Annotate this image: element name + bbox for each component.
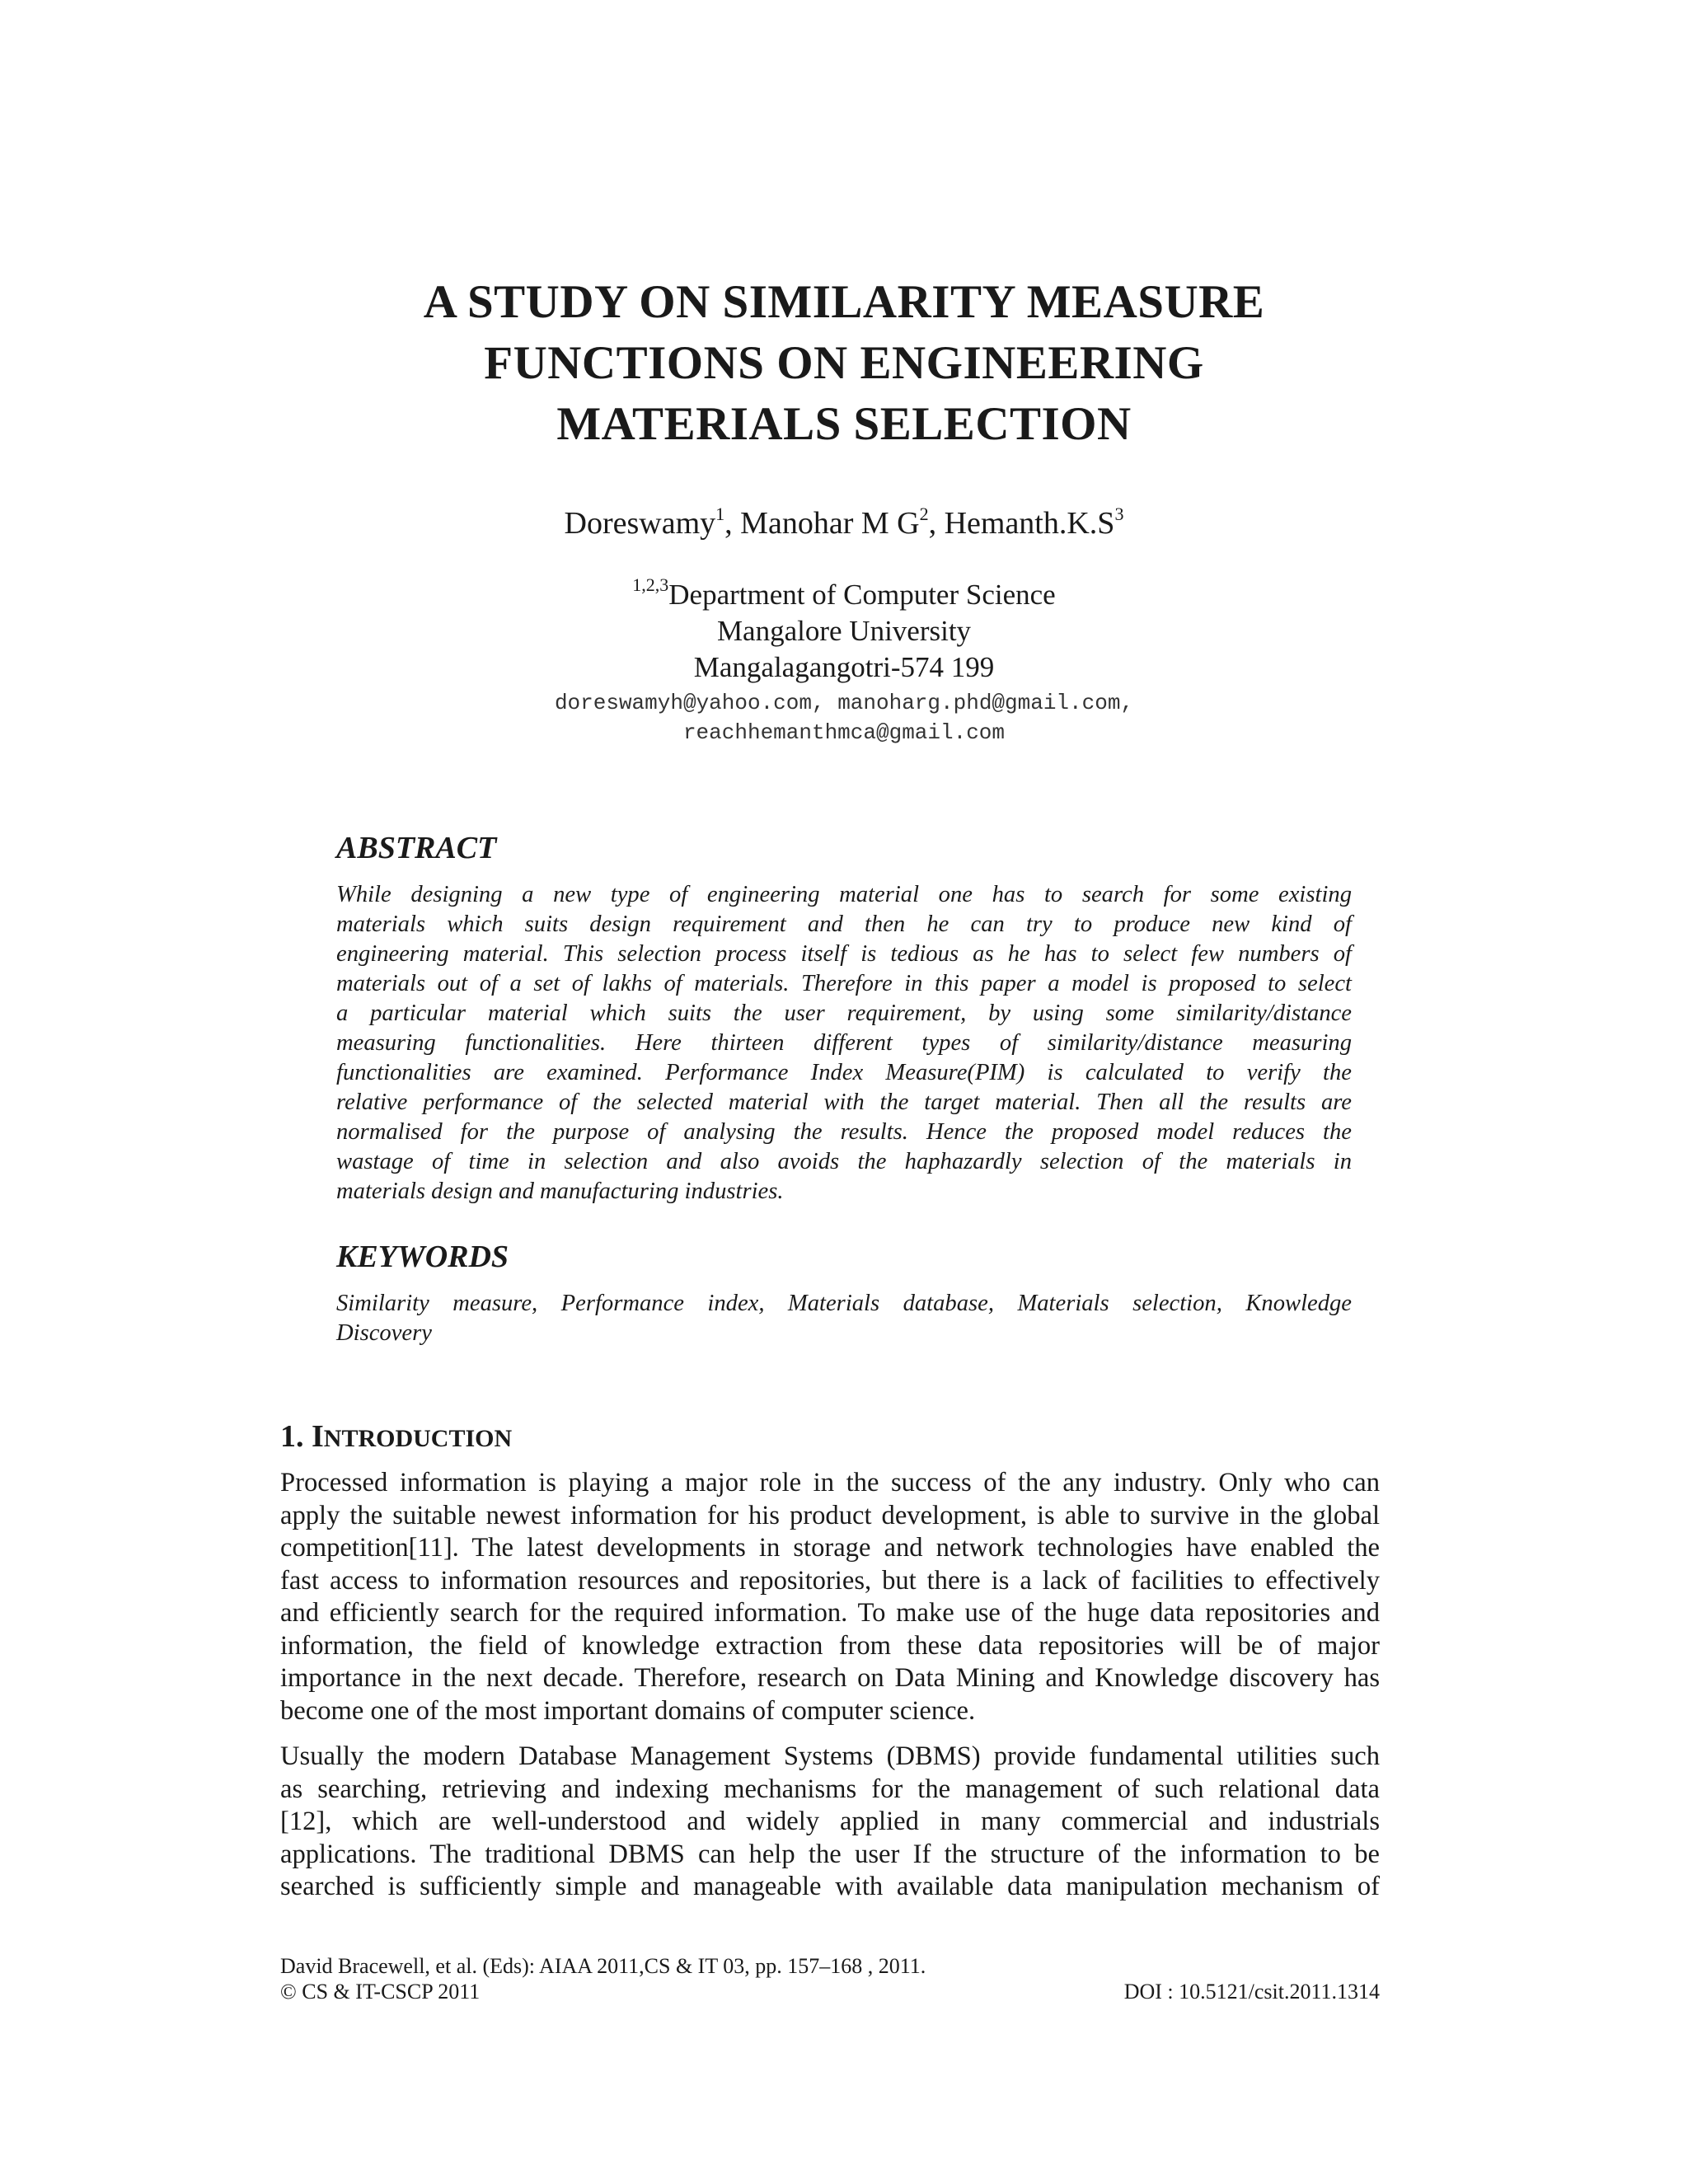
introduction-paragraph-2 [280,1741,1380,1904]
author-affiliation-marker: 2 [919,504,929,524]
paragraph-line: information, the field of knowledge extraction from these data repositories will be of major [280,1630,1380,1661]
paragraph-line: as searching, retrieving and indexing mechanisms for the management of such relational data [280,1774,1380,1804]
author-affiliation-marker: 3 [1114,504,1124,524]
author-name: Hemanth.K.S [944,506,1115,541]
author-list [0,504,1688,542]
abstract-line: relative performance of the selected material with the target material. Then all the results are [336,1090,1352,1115]
abstract-line: materials which suits design requirement and then he can try to produce new kind of [336,912,1352,937]
footer-citation: David Bracewell, et al. (Eds): AIAA 2011,CS & IT 03, pp. 157–168 , 2011. [280,1954,926,1978]
affiliation-block [0,574,1688,686]
paragraph-line: Processed information is playing a major role in the success of the any industry. Only who can [280,1468,1380,1497]
paper-title [0,272,1688,455]
page-footer [280,1953,1380,2004]
keywords-line: Similarity measure, Performance index, Materials database, Materials selection, Knowledge [336,1291,1352,1316]
paragraph-line: and efficiently search for the required information. To make use of the huge data repositories and [280,1598,1380,1628]
paragraph-line: searched is sufficiently simple and manageable with available data manipulation mechanism of [280,1872,1380,1901]
abstract-line: materials out of a set of lakhs of materials. Therefore in this paper a model is proposed to select [336,971,1352,996]
abstract-heading: ABSTRACT [336,831,497,865]
author-affiliation-marker: 1 [715,504,725,524]
abstract-text [336,880,1352,1207]
footer-copyright: © CS & IT-CSCP 2011 [280,1980,481,2004]
paragraph-line: importance in the next decade. Therefore, research on Data Mining and Knowledge discovery has [280,1663,1380,1693]
affiliation-department: Department of Computer Science [668,579,1056,611]
author-separator: , [928,506,945,541]
footer-bottom-row [280,1979,1380,2004]
affiliation-university: Mangalore University [716,615,972,647]
title-line-3: MATERIALS SELECTION [556,398,1132,450]
abstract-line: wastage of time in selection and also avoids the haphazardly selection of the materials in [336,1149,1352,1174]
email-line-1: doreswamyh@yahoo.com, manoharg.phd@gmail.com, [554,691,1134,715]
abstract-line: While designing a new type of engineering material one has to search for some existing [336,882,1352,907]
title-line-2: FUNCTIONS ON ENGINEERING [484,337,1204,389]
abstract-line: materials design and manufacturing industries. [336,1179,784,1204]
section-title-rest: NTRODUCTION [323,1425,513,1452]
introduction-paragraph-1 [280,1467,1380,1727]
paragraph-line: apply the suitable newest information for his product development, is able to survive in the global [280,1500,1380,1530]
email-line-2: reachhemanthmca@gmail.com [682,720,1006,745]
paragraph-line: fast access to information resources and repositories, but there is a lack of facilities to effectively [280,1565,1380,1596]
paragraph-line: Usually the modern Database Management Systems (DBMS) provide fundamental utilities such [280,1741,1380,1771]
section-title-initial: I [312,1419,324,1454]
keywords-text [336,1289,1352,1348]
keywords-heading: KEYWORDS [336,1240,509,1274]
paragraph-line: [12], which are well-understood and widely applied in many commercial and industrials [280,1807,1380,1836]
affiliation-department-line [0,574,1688,613]
introduction-heading [280,1418,512,1458]
abstract-line: functionalities are examined. Performance Index Measure(PIM) is calculated to verify the [336,1060,1352,1085]
paragraph-line: competition[11]. The latest developments in storage and network technologies have enabled the [280,1533,1380,1563]
section-number: 1. [280,1419,312,1454]
email-block [0,688,1688,748]
author-name: Doreswamy [564,506,716,541]
affiliation-marker: 1,2,3 [632,574,669,595]
abstract-line: engineering material. This selection process itself is tedious as he has to select few numbers of [336,941,1352,967]
affiliation-address: Mangalagangotri-574 199 [693,651,995,683]
keywords-line: Discovery [336,1320,432,1346]
footer-doi: DOI : 10.5121/csit.2011.1314 [1123,1980,1380,2004]
abstract-line: measuring functionalities. Here thirteen different types of similarity/distance measuring [336,1030,1352,1056]
author-name: Manohar M G [740,506,920,541]
author-separator: , [724,506,741,541]
abstract-line: normalised for the purpose of analysing the results. Hence the proposed model reduces the [336,1119,1352,1145]
title-line-1: A STUDY ON SIMILARITY MEASURE [423,276,1265,328]
paragraph-line: applications. The traditional DBMS can help the user If the structure of the information to be [280,1839,1380,1869]
paragraph-line: become one of the most important domains of computer science. [280,1695,976,1726]
abstract-line: a particular material which suits the user requirement, by using some similarity/distance [336,1001,1352,1026]
